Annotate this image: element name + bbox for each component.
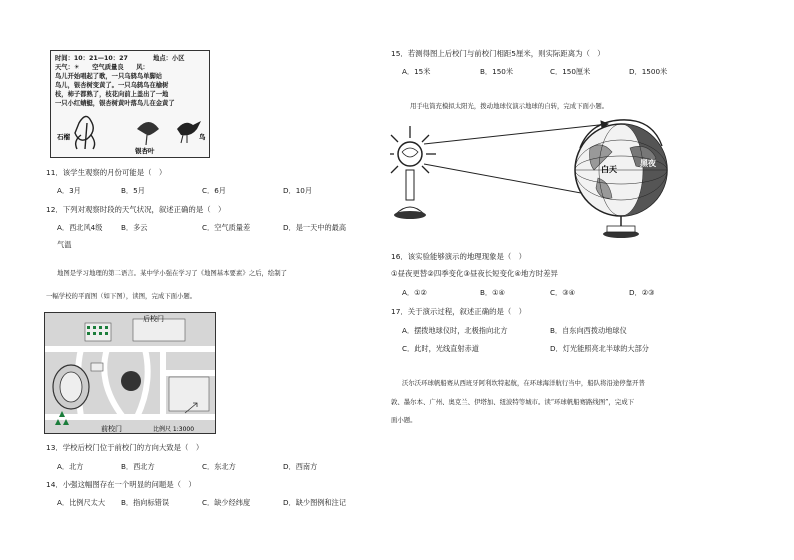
- q14-option-c[interactable]: C．缺少经纬度: [202, 498, 251, 507]
- front-gate-label: 前校门: [101, 425, 122, 433]
- q17-option-d[interactable]: D．灯光能照亮北半球的大部分: [550, 344, 649, 353]
- diary-label-center: 银杏叶: [135, 147, 155, 155]
- sailing-intro-line2: 敦、墨尔本、广州、奥克兰、伊塔加、纽波特等城市。读“环球帆船赛路线图”，完成下: [391, 398, 634, 406]
- diary-line: 鸟儿，银杏树变黄了。一只乌鸫鸟在榆树: [55, 82, 169, 89]
- q11-option-c[interactable]: C．6月: [202, 186, 226, 195]
- map-intro-line1: 地图是学习地理的第二语言。某中学小强在学习了《地图基本要素》之后，绘制了: [57, 269, 288, 277]
- q16-option-b[interactable]: B．①④: [480, 288, 506, 297]
- ginkgo-leaf-drawing: [137, 122, 159, 145]
- q16-option-a[interactable]: A．①②: [402, 288, 427, 297]
- q17-option-b[interactable]: B．自东向西拨动地球仪: [550, 326, 627, 335]
- q11-option-d[interactable]: D．10月: [283, 186, 313, 195]
- diary-label-right: 鸟: [199, 133, 206, 141]
- sailing-intro-line3: 面小题。: [391, 416, 417, 424]
- q12-stem: 12．下列对观察时段的天气状况，叙述正确的是（ ）: [46, 205, 226, 214]
- diary-image: [50, 50, 210, 158]
- q17-stem: 17．关于演示过程，叙述正确的是（ ）: [391, 307, 527, 316]
- school-map: [44, 312, 216, 434]
- diary-line: 鸟儿开始唱起了歌，一只乌鸫鸟单脚站: [55, 73, 163, 80]
- night-label: 黑夜: [640, 159, 656, 168]
- q11-stem: 11．该学生观察的月份可能是（ ）: [46, 168, 167, 177]
- q17-option-a[interactable]: A．摆拨地球仪时，北极指向北方: [402, 326, 508, 335]
- q13-option-d[interactable]: D．西南方: [283, 462, 318, 471]
- globe-intro: 用手电筒充模拟太阳光，拨动地球仪演示地球的自转，完成下面小题。: [410, 102, 609, 110]
- school-map-drawing: [45, 313, 215, 433]
- q12-option-c[interactable]: C．空气质量差: [202, 223, 251, 232]
- pomegranate-drawing: [75, 116, 95, 149]
- q15-option-a[interactable]: A．15米: [402, 67, 431, 76]
- diary-line: 时间：10：21—10：27 地点：小区: [55, 55, 185, 62]
- globe-drawing: [575, 120, 667, 238]
- q14-option-d[interactable]: D．缺少图例和注记: [283, 498, 347, 507]
- diary-drawings: [51, 51, 209, 157]
- q11-option-b[interactable]: B．5月: [121, 186, 145, 195]
- q15-option-b[interactable]: B．150米: [480, 67, 514, 76]
- q13-option-a[interactable]: A．北方: [57, 462, 84, 471]
- diary-line: 枝，柿子都熟了，枝花向前上盖出了一地: [55, 91, 169, 98]
- diary-line: 天气：☀ 空气质量良 风：: [55, 64, 149, 71]
- q13-option-b[interactable]: B．西北方: [121, 462, 155, 471]
- sun-globe-diagram: [390, 118, 670, 243]
- q13-stem: 13．学校后校门位于前校门的方向大致是（ ）: [46, 443, 204, 452]
- diary-label-left: 石榴: [57, 133, 70, 141]
- q13-option-c[interactable]: C．东北方: [202, 462, 236, 471]
- day-label: 白天: [601, 165, 617, 174]
- bird-drawing: [177, 121, 201, 143]
- q11-option-a[interactable]: A．3月: [57, 186, 81, 195]
- map-scale-label: 比例尺 1:3000: [153, 426, 195, 433]
- q15-option-d[interactable]: D．1500米: [629, 67, 668, 76]
- q14-stem: 14．小强这幅图存在一个明显的问题是（ ）: [46, 480, 196, 489]
- q12-option-a[interactable]: A．西北风4级: [57, 223, 103, 232]
- q15-option-c[interactable]: C．150厘米: [550, 67, 591, 76]
- q15-stem: 15．若测得图上后校门与前校门相距5厘米，则实际距离为（ ）: [391, 49, 605, 58]
- diary-line: 一只小红蜻蜓，银杏树黄叶落鸟儿在金黄了: [55, 100, 175, 107]
- sailing-intro-line1: 沃尔沃环球帆船赛从西班牙阿利坎特起航，在环球海洋航行当中，船队将沿途停靠开普: [402, 379, 645, 387]
- q14-option-a[interactable]: A．比例尺太大: [57, 498, 106, 507]
- q12-option-b[interactable]: B．多云: [121, 223, 148, 232]
- q17-option-c[interactable]: C．此时，光线直射赤道: [402, 344, 479, 353]
- q12-option-d-cont: 气温: [57, 240, 72, 249]
- q16-option-c[interactable]: C．③④: [550, 288, 576, 297]
- map-intro-line2: 一幅学校的平面图（如下图），读图，完成下面小题。: [46, 292, 197, 300]
- back-gate-label: 后校门: [143, 315, 164, 323]
- sun-lamp-drawing: [390, 126, 436, 219]
- q16-stem: 16．该实验能够演示的地理现象是（ ）: [391, 252, 527, 261]
- round-building-drawing: [121, 371, 141, 391]
- sun-globe-drawing: [390, 118, 670, 243]
- q16-option-d[interactable]: D．②③: [629, 288, 655, 297]
- q12-option-d[interactable]: D．是一天中的最高: [283, 223, 347, 232]
- q16-choices: ①昼夜更替②四季变化③昼夜长短变化④地方时差异: [391, 269, 558, 278]
- q14-option-b[interactable]: B．指向标错误: [121, 498, 170, 507]
